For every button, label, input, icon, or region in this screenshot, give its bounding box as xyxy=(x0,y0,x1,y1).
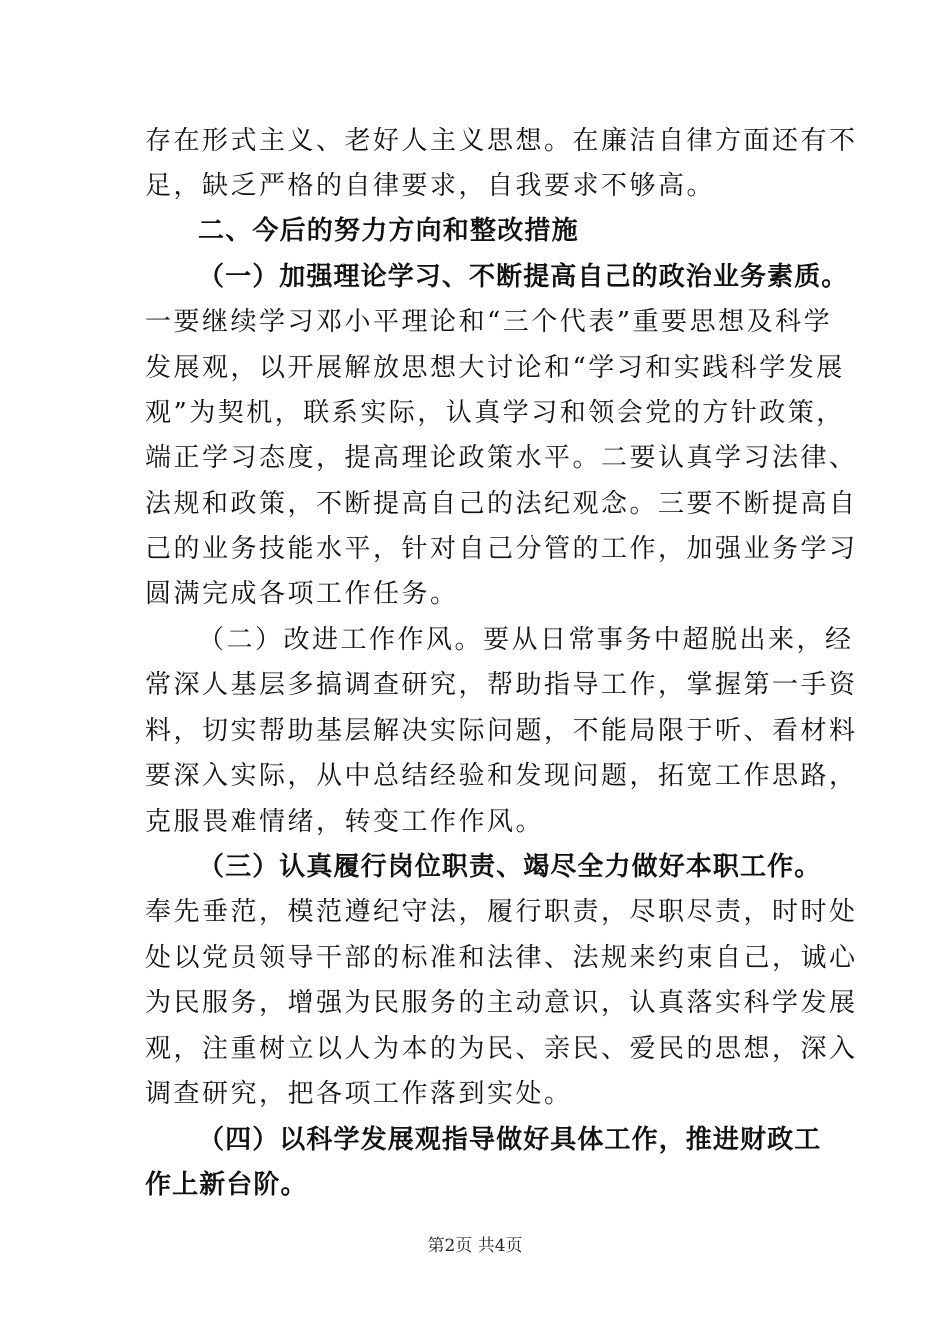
body-line: 发展观，以开展解放思想大讨论和“学习和实践科学发展 xyxy=(145,353,845,383)
body-line: 奉先垂范，模范遵纪守法，履行职责，尽职尽责，时时处 xyxy=(145,897,858,927)
body-line: （二）改进工作作风。要从日常事务中超脱出来，经 xyxy=(198,625,854,655)
subsection-heading: （四）以科学发展观指导做好具体工作，推进财政工 xyxy=(198,1125,822,1155)
body-line: 观，注重树立以人为本的为民、亲民、爱民的思想，深入 xyxy=(145,1034,858,1064)
body-line: 足，缺乏严格的自律要求，自我要求不够高。 xyxy=(145,171,716,201)
body-line: 端正学习态度，提高理论政策水平。二要认真学习法律、 xyxy=(145,443,858,473)
body-line: 法规和政策，不断提高自己的法纪观念。三要不断提高自 xyxy=(145,489,858,519)
body-line: 一要继续学习邓小平理论和“三个代表”重要思想及科学 xyxy=(145,307,833,337)
body-line: 常深人基层多搞调查研究，帮助指导工作，掌握第一手资 xyxy=(145,670,858,700)
body-line: 己的业务技能水平，针对自己分管的工作，加强业务学习 xyxy=(145,534,858,564)
section-heading: 二、今后的努力方向和整改措施 xyxy=(198,216,579,246)
page-footer: 第2页 共4页 xyxy=(427,1236,523,1256)
subsection-heading-continuation: 作上新台阶。 xyxy=(145,1170,308,1200)
body-line: 调查研究，把各项工作落到实处。 xyxy=(145,1079,573,1109)
body-line: 料，切实帮助基层解决实际问题，不能局限于听、看材料 xyxy=(145,716,858,746)
body-line: 圆满完成各项工作任务。 xyxy=(145,579,459,609)
body-line: 存在形式主义、老好人主义思想。在廉洁自律方面还有不 xyxy=(145,126,858,156)
body-line: 为民服务，增强为民服务的主动意识，认真落实科学发展 xyxy=(145,988,858,1018)
body-line: 克服畏难情绪，转变工作作风。 xyxy=(145,807,545,837)
subsection-heading: （一）加强理论学习、不断提高自己的政治业务素质。 xyxy=(198,262,849,292)
body-line: 观”为契机，联系实际，认真学习和领会党的方针政策， xyxy=(145,398,845,428)
body-line: 处以党员领导干部的标准和法律、法规来约束自己，诚心 xyxy=(145,943,858,973)
subsection-heading: （三）认真履行岗位职责、竭尽全力做好本职工作。 xyxy=(198,852,822,882)
body-line: 要深入实际，从中总结经验和发现问题，拓宽工作思路， xyxy=(145,761,858,791)
